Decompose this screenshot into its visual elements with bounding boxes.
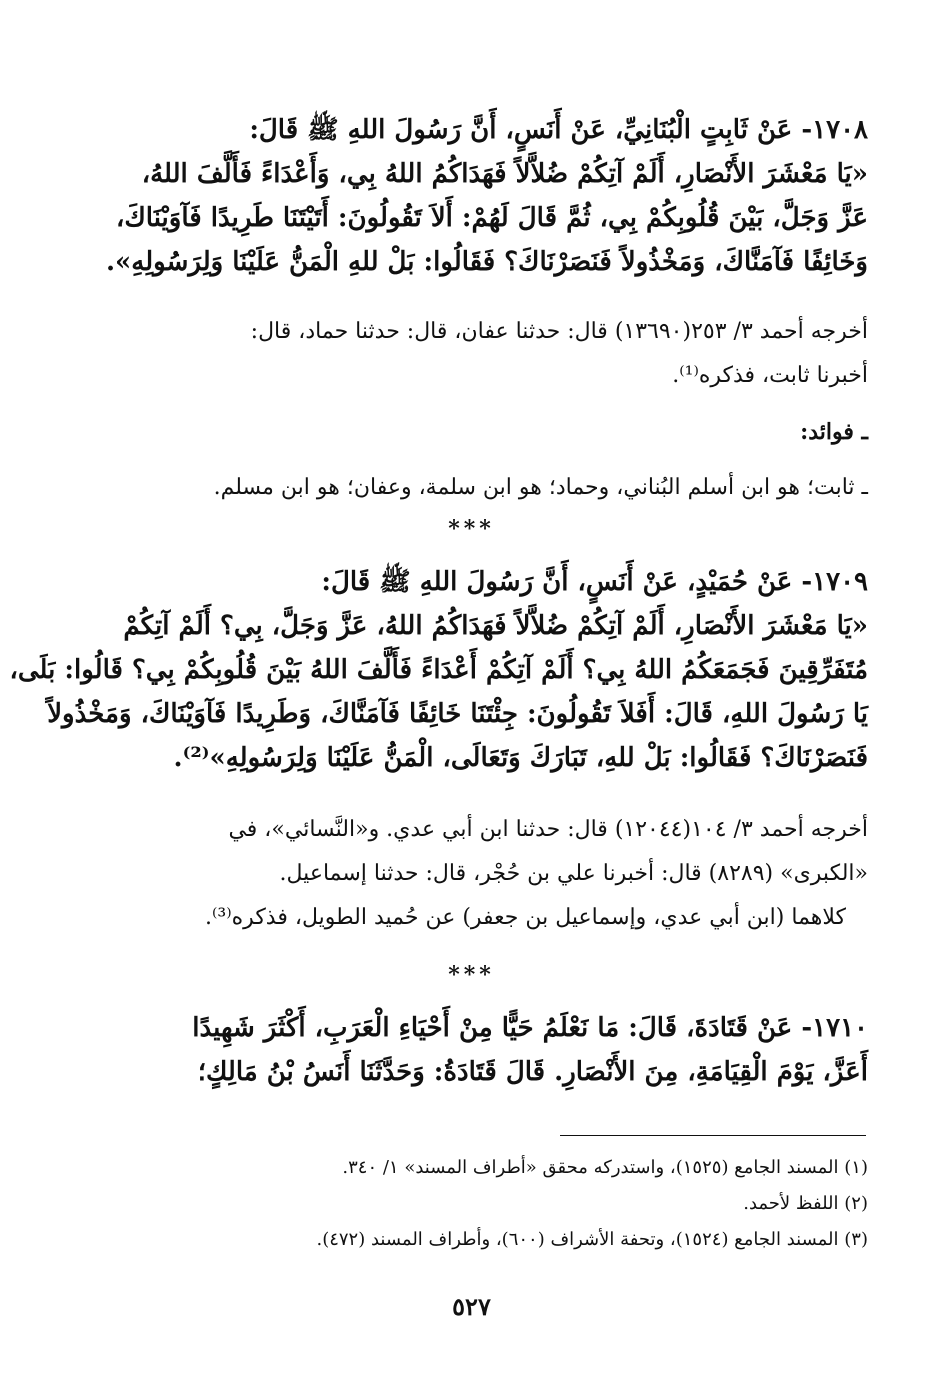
takhrij-1708-line-2: أخبرنا ثابت، فذكره⁽¹⁾. [672,363,868,388]
hadith-1710-line-1: ١٧١٠- عَنْ قَتَادَةَ، قَالَ: مَا نَعْلَمُ حَيًّا مِنْ أَحْيَاءِ الْعَرَبِ، أَكْثَرَ شَهِيدًا [192,1013,868,1043]
takhrij-1708-line-1: أخرجه أحمد ٣/ ٢٥٣(١٣٦٩٠) قال: حدثنا عفان، قال: حدثنا حماد، قال: [250,319,868,344]
footnote-divider [560,1135,866,1136]
footnote-2: (٢) اللفظ لأحمد. [743,1193,868,1214]
section-separator-2: *** [448,962,495,988]
hadith-1708-line-3: عَزَّ وَجَلَّ، بَيْنَ قُلُوبِكُمْ بِي، ثُمَّ قَالَ لَهُمْ: أَلاَ تَقُولُونَ: أَتَيْتَنَا طَرِيدًا فَآوَيْنَاكَ، [115,203,868,233]
takhrij-1709 [130,808,868,940]
fawaid-heading: ـ فوائد: [800,419,868,445]
hadith-1709-line-1: ١٧٠٩- عَنْ حُمَيْدٍ، عَنْ أَنَسٍ، أَنَّ رَسُولَ اللهِ ﷺ قَالَ: [321,567,868,597]
hadith-1708-line-4: وَخَائِفًا فَآمَنَّاكَ، وَمَخْذُولاً فَنَصَرْنَاكَ؟ فَقَالُوا: بَلْ للهِ الْمَنُّ عَلَيْنَا وَلِرَسُولِهِ». [105,247,868,277]
takhrij-1708 [130,310,868,398]
footnote-1: (١) المسند الجامع (١٥٢٥)، واستدركه محقق «أطراف المسند» ١/ ٣٤٠. [342,1157,868,1178]
hadith-1709-line-3: مُتَفَرِّقِينَ فَجَمَعَكُمُ اللهُ بِي؟ أَلَمْ آتِكُمْ أَعْدَاءً فَأَلَّفَ اللهُ بَيْنَ قُلُوبِكُمْ بِي؟ قَالُوا: بَلَى، [9,655,868,685]
fawaid-section [130,410,868,510]
takhrij-1709-line-2: «الكبرى» (٨٢٨٩) قال: أخبرنا علي بن حُجْر، قال: حدثنا إسماعيل. [279,861,868,886]
fawaid-text: ـ ثابت؛ هو ابن أسلم البُناني، وحماد؛ هو ابن سلمة، وعفان؛ هو ابن مسلم. [213,475,868,500]
footnotes [130,1150,868,1258]
hadith-1710 [130,1006,868,1094]
page-number: ٥٢٧ [452,1292,491,1321]
hadith-1708-line-2: «يَا مَعْشَرَ الأَنْصَارِ، أَلَمْ آتِكُمْ ضُلاَّلاً فَهَدَاكُمُ اللهُ بِي، وَأَعْدَاءً فَأَلَّفَ اللهُ، [141,159,868,189]
takhrij-1709-line-1: أخرجه أحمد ٣/ ١٠٤(١٢٠٤٤) قال: حدثنا ابن أبي عدي. و«النَّسائي»، في [228,817,868,842]
hadith-1709-line-4: يَا رَسُولَ اللهِ، قَالَ: أَفَلاَ تَقُولُونَ: جِئْتَنَا خَائِفًا فَآمَنَّاكَ، وَطَرِيدًا فَآوَيْنَاكَ، وَمَخْذُولاً [47,699,868,729]
hadith-1708-line-1: ١٧٠٨- عَنْ ثَابِتٍ الْبُنَانِيِّ، عَنْ أَنَسٍ، أَنَّ رَسُولَ اللهِ ﷺ قَالَ: [249,115,868,145]
hadith-1709 [9,560,868,780]
hadith-1709-line-5: فَنَصَرْنَاكَ؟ فَقَالُوا: بَلْ للهِ، تَبَارَكَ وَتَعَالَى، الْمَنُّ عَلَيْنَا وَلِرَسُولِهِ»⁽²⁾. [173,743,868,773]
section-separator: *** [448,516,495,542]
hadith-1709-line-2: «يَا مَعْشَرَ الأَنْصَارِ، أَلَمْ آتِكُمْ ضُلاَّلاً فَهَدَاكُمُ اللهُ، عَزَّ وَجَلَّ، بِي؟ أَلَمْ آتِكُمْ [123,611,868,641]
takhrij-1709-line-3: كلاهما (ابن أبي عدي، وإسماعيل بن جعفر) عن حُميد الطويل، فذكره⁽³⁾. [205,905,846,930]
footnote-3: (٣) المسند الجامع (١٥٢٤)، وتحفة الأشراف (٦٠٠)، وأطراف المسند (٤٧٢). [316,1229,868,1250]
hadith-1708 [105,108,868,284]
hadith-1710-line-2: أَعَزَّ، يَوْمَ الْقِيَامَةِ، مِنَ الأَنْصَارِ. قَالَ قَتَادَةُ: وَحَدَّثَنَا أَنَسُ بْنُ مَالِكٍ؛ [197,1057,868,1087]
